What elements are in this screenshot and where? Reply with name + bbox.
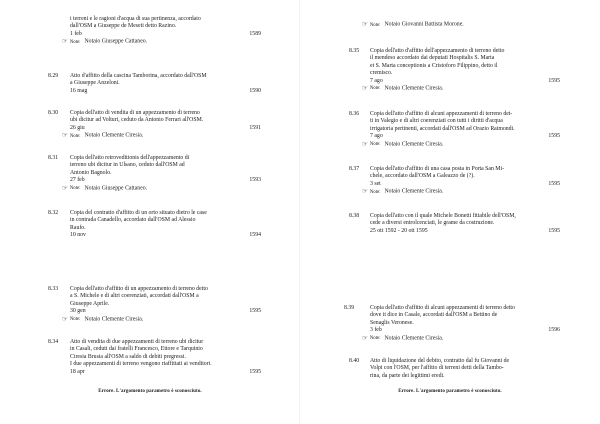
entry-line: Copia dell'atto d'affitto di alcuni appezzamenti di terreno det- [370,111,513,117]
entry-date: 7 ago [370,133,383,140]
entry-line: i terreni e le ragioni d'acqua di sua pertinenza, accordato [70,16,201,22]
entry-date-line [70,308,261,315]
entry-line: irrigatoria pertinenti, accordati dall'OSM ad Orazio Raimondi. [370,125,515,132]
entry-date: 26 giu [70,124,85,131]
entry-year: 1595 [548,77,560,84]
entry-date: 7 ago [370,77,383,84]
entry-line: cremisco. [370,70,393,77]
pointing-hand-icon: ☞ [362,83,368,92]
entry-line: Copia del contratto d'affitto di un orto situato dietro le case [70,210,207,216]
entry-date: 18 apr [70,368,85,375]
entry-number: 8.38 [349,213,360,219]
entry-line: Copia dell'atto d'affitto di un appezzamento di terreno detto [70,286,208,292]
entry-date: 3 set [370,180,381,187]
entry-date-line [70,232,261,239]
entry-number: 8.30 [48,110,59,116]
entry-line: a S. Michele e di altri coerenziati, accordati dall'OSM a [70,293,199,300]
entry-date-line [70,177,261,184]
entry-line: Copia dell'atto d'affitto di alcuni appezzamenti di terreno detto [370,305,515,311]
entry-year: 1596 [548,327,560,334]
entry-number: 8.31 [48,155,59,161]
pointing-hand-icon: ☞ [362,20,368,28]
entry-year: 1595 [249,368,261,375]
pointing-hand-icon: ☞ [62,183,68,192]
entry-note: ☞ Note: Notaio Clemente Ciresia. [362,139,444,148]
entry-note: ☞ Note: Notaio Giuseppe Cattaneo. [62,183,148,192]
entry-date: 25 ott 1592 - 20 ott 1595 [370,227,428,234]
entry-line: I due appezzamenti di terreno vengono riaffittati ai venditori. [70,361,212,368]
entry-number: 8.32 [48,210,59,216]
entry-line: a Giuseppe Anzeloni. [70,80,120,87]
entry-number: 8.34 [48,339,59,345]
entry-number: 8.37 [349,166,360,172]
entry-year: 1595 [548,180,560,187]
pointing-hand-icon: ☞ [362,139,368,148]
entry-date: 1 feb [70,30,82,37]
entry-note: ☞ Note: Notaio Clemente Ciresia. [362,187,444,196]
entry-date: 30 gen [70,308,86,315]
entry-date: 16 mag [70,87,88,94]
entry-line: cede a diversi entrolcenciati, le grame da costruzione. [370,220,495,227]
entry-line: ubi dicitur ad Volturi, ceduto da Antonio Ferrari all'OSM. [70,117,204,124]
entry-line: dall'OSM a Giuseppe de Meseti detto Razino. [70,23,177,30]
entry-note: ☞ Note: Notaio Clemente Ciresia. [362,83,444,92]
entry-number: 8.36 [349,111,360,117]
entry-note: ☞ Note: Notaio Clemente Ciresia. [62,131,144,140]
entry-year: 1590 [249,87,261,94]
entry-line: Atto di liquidazione del debito, contratto dal fu Giovanni de [370,358,510,364]
entry-line: Atto di vendita di due appezzamenti di terreno ubi dicitur [70,339,204,345]
entry-line: terreno ubi dicitur in Ulsano, ceduto dall'OSM ad [70,162,185,169]
entry-number: 8.29 [48,73,59,79]
entry-date-line [70,31,261,38]
entry-date-line [370,228,560,235]
pointing-hand-icon: ☞ [62,131,68,140]
entry-line: Copia dell'atto d'affitto di una casa posta in Porta San Mi- [370,166,504,172]
entry-line: Giuseppe Aprile. [70,300,110,307]
page-footer: Errore. L'argomento parametro è sconosciuto. [398,389,502,394]
entry-date-line [70,369,261,376]
entry-line: Senaglis Veronese. [370,319,414,326]
entry-date: 10 nov [70,232,86,239]
entry-line: in Casali, ceduti dai fratelli Francesco, Ettore e Tarquinio [70,346,203,353]
entry-line: il mendeso accordato dai deputati Hospitalis S. Marta [370,55,495,62]
page-footer: Errore. L'argomento parametro è sconosciuto. [98,389,202,394]
pointing-hand-icon: ☞ [62,37,68,46]
pointing-hand-icon: ☞ [62,314,68,323]
entry-line: et S. Marta conceptionis a Cristoforo Filippino, detto il [370,62,498,69]
entry-date-line [370,78,560,85]
entry-line: dove it dice in Casale, accordati dall'OSM a Bettino de [370,312,498,319]
entry-year: 1595 [249,308,261,315]
entry-year: 1593 [249,177,261,184]
entry-line: chele, accordato dall'OSM a Galeazzo de (?). [370,173,475,180]
entry-date-line [370,327,560,334]
entry-note: ☞ Note: Notaio Giuseppe Cattaneo. [62,37,148,46]
entry-year: 1595 [548,227,560,234]
entry-year: 1589 [249,30,261,37]
entry-number: 8.35 [349,48,360,54]
pointing-hand-icon: ☞ [362,333,368,342]
right-page [300,0,600,424]
entry-date-line [370,133,560,140]
entry-date: 27 feb [70,177,85,184]
entry-note: ☞ Note: Notaio Giovanni Battista Morone. [362,20,464,28]
entry-note: ☞ Note: Notaio Clemente Ciresia. [62,314,144,323]
entry-line: in contrada Canadello, accordato dall'OSM ad Alessio [70,217,196,224]
entry-note: ☞ Note: Notaio Clemente Ciresia. [362,333,444,342]
entry-date-line [70,125,261,132]
entry-line: Volpi con l'OSM, per l'affitto di terreni detti della Tambo- [370,365,504,372]
entry-year: 1595 [548,133,560,140]
entry-line: Copia dell'atto d'affitto dell'appezzamento di terreno detto [370,48,505,54]
pointing-hand-icon: ☞ [362,187,368,196]
entry-line: Copia dell'atto di vendita di un appezzamento di terreno [70,110,200,116]
entry-line: ti in Valegio e di altri coerenziati con tutti i diritti d'acqua [370,118,503,125]
entry-line: Antonio Bagnolo. [70,169,112,176]
entry-date-line [70,88,261,95]
entry-date-line [370,181,560,188]
entry-line: Copia dell'atto con il quale Michele Bonetti fittabile dell'OSM, [370,213,516,219]
entry-line: Raufo. [70,224,86,231]
entry-line: rina, da parte dei legittimi eredi. [370,372,445,379]
entry-line: Copia dell'atto retroveditionis dell'appezzamento di [70,155,190,161]
entry-line: Ciresia Brusia all'OSM a saldo di debiti pregressi. [70,353,186,360]
entry-date: 3 feb [370,327,382,334]
entry-number: 8.33 [48,286,59,292]
entry-number: 8.40 [349,358,360,364]
entry-line: Atto d'affitto della cascina Tamborina, accordato dall'OSM [70,73,207,79]
entry-year: 1591 [249,124,261,131]
entry-year: 1594 [249,232,261,239]
entry-number: 8.39 [344,305,355,311]
